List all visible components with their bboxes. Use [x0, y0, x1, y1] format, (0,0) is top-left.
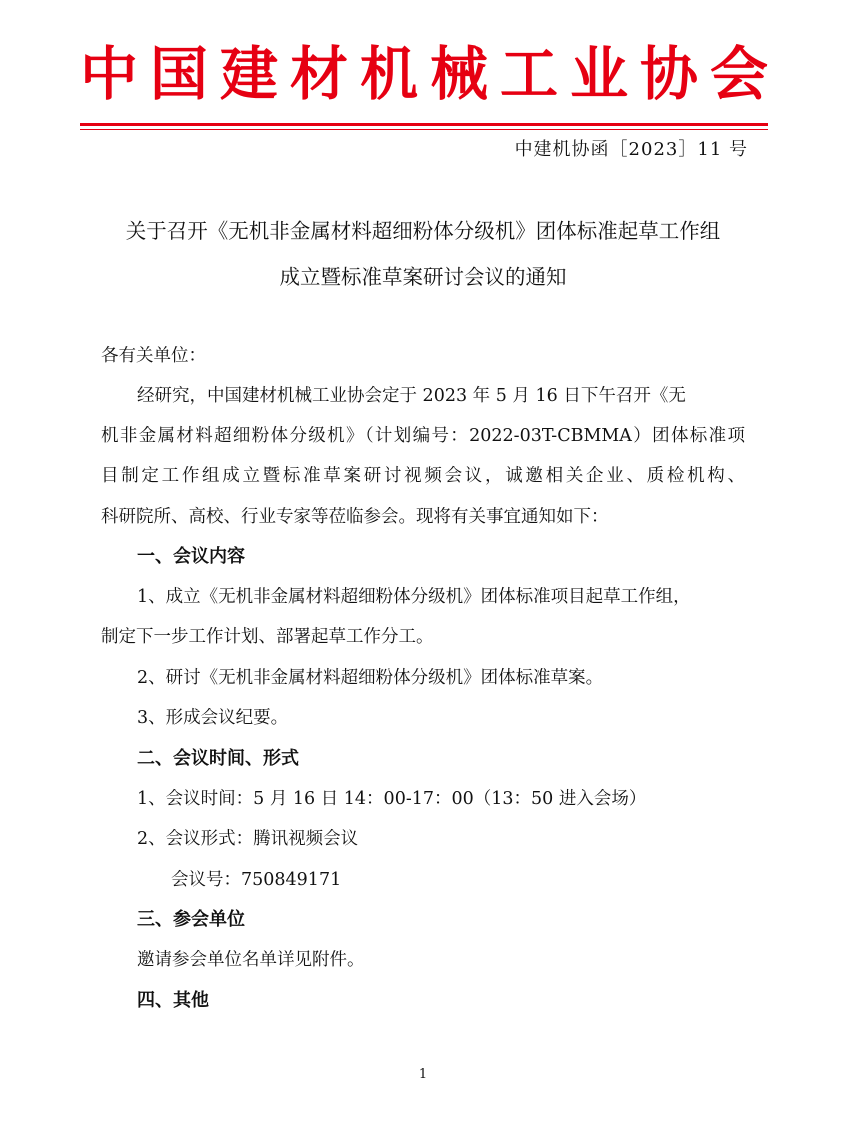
masthead-rule-thick [80, 123, 768, 126]
masthead-rule-thin [80, 129, 768, 130]
section2-meeting-format: 2、会议形式：腾讯视频会议 [137, 829, 359, 849]
notice-title-line-2: 成立暨标准草案研讨会议的通知 [279, 265, 567, 289]
page-number: 1 [418, 1067, 428, 1082]
section-heading-4: 四、其他 [137, 990, 209, 1011]
section1-item1-line2: 制定下一步工作计划、部署起草工作分工。 [101, 627, 434, 647]
section2-meeting-time: 1、会议时间：5 月 16 日 14：00-17：00（13：50 进入会场） [137, 789, 647, 809]
intro-line-1: 经研究，中国建材机械工业协会定于 2023 年 5 月 16 日下午召开《无 [137, 386, 686, 406]
section1-item3: 3、形成会议纪要。 [137, 708, 289, 728]
intro-line-3: 目制定工作组成立暨标准草案研讨视频会议，诚邀相关企业、质检机构、 [101, 466, 745, 486]
section-heading-1: 一、会议内容 [137, 546, 245, 567]
salutation: 各有关单位： [101, 346, 206, 366]
section2-meeting-id: 会议号：750849171 [171, 870, 342, 890]
intro-line-2: 机非金属材料超细粉体分级机》（计划编号：2022-03T-CBMMA）团体标准项 [101, 426, 745, 446]
section-heading-3: 三、参会单位 [137, 909, 245, 930]
document-number: 中建机协函［2023］11 号 [514, 139, 748, 160]
section1-item2: 2、研讨《无机非金属材料超细粉体分级机》团体标准草案。 [137, 668, 604, 688]
notice-title-line-1: 关于召开《无机非金属材料超细粉体分级机》团体标准起草工作组 [125, 219, 721, 243]
section-heading-2: 二、会议时间、形式 [137, 748, 299, 769]
intro-line-4: 科研院所、高校、行业专家等莅临参会。现将有关事宜通知如下： [101, 507, 609, 527]
section1-item1-line1: 1、成立《无机非金属材料超细粉体分级机》团体标准项目起草工作组， [137, 587, 691, 607]
org-masthead: 中国建材机械工业协会 [80, 40, 781, 108]
section3-text: 邀请参会单位名单详见附件。 [137, 950, 365, 970]
